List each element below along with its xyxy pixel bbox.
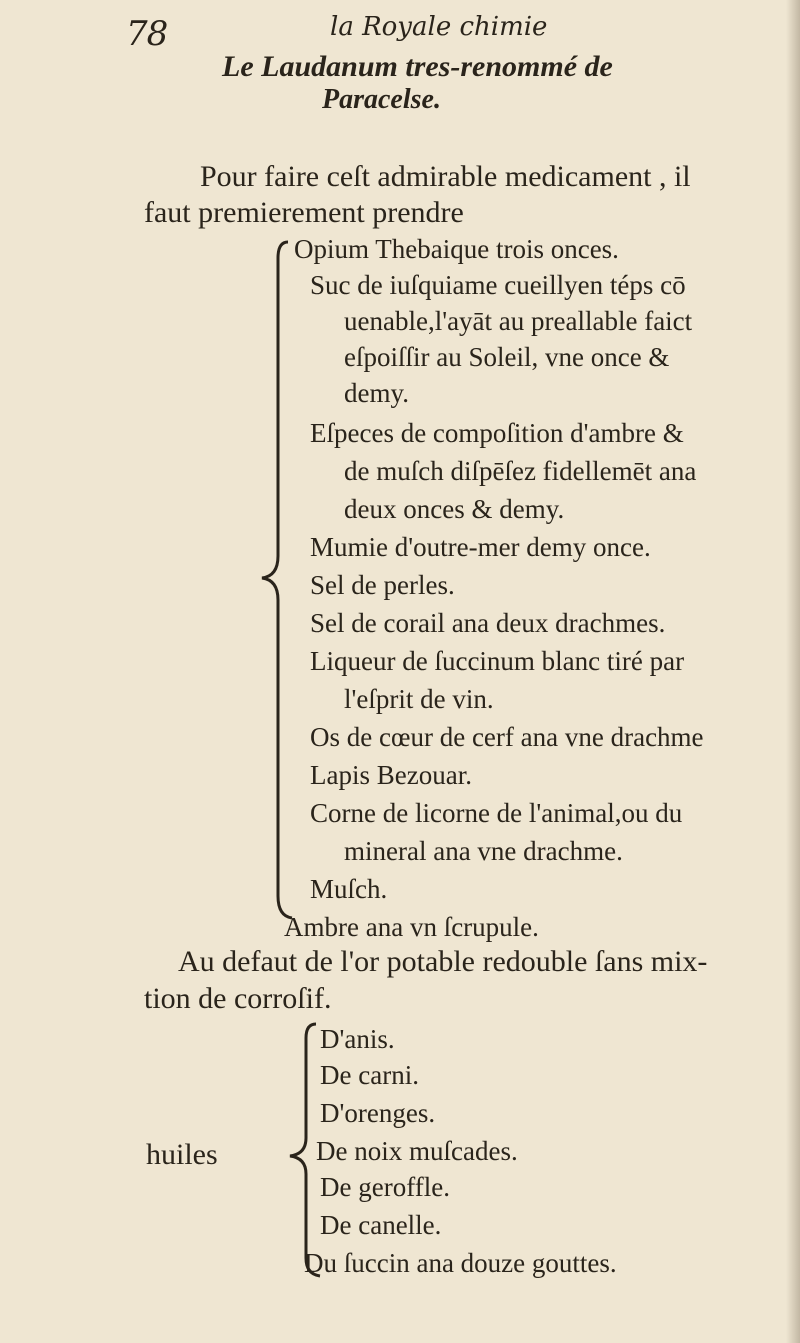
list-item: Suc de iuſquiame cueillyen téps cō (310, 270, 686, 300)
list-item: deux onces & demy. (344, 494, 565, 524)
page-number: 78 (126, 14, 168, 54)
list-item: l'eſprit de vin. (344, 684, 494, 714)
list-item: Lapis Bezouar. (310, 760, 472, 790)
list-item: uenable,l'ayāt au preallable faict (344, 306, 693, 336)
list-item: eſpoiſſir au Soleil, vne once & (344, 342, 670, 372)
list-item: Sel de perles. (310, 570, 455, 600)
list-item: de muſch diſpēſez fidellemēt ana (344, 456, 697, 486)
list-item: De geroffle. (320, 1172, 450, 1202)
list-item: De carni. (320, 1060, 419, 1090)
list-item: Corne de licorne de l'animal,ou du (310, 798, 683, 828)
list-item: D'anis. (320, 1024, 395, 1054)
list-item: Du ſuccin ana douze gouttes. (304, 1248, 617, 1278)
list-item: De canelle. (320, 1210, 442, 1240)
list-item: Eſpeces de compoſition d'ambre & (310, 418, 684, 448)
page-edge-shadow (786, 0, 800, 1343)
running-head: la Royale chimie (330, 12, 548, 42)
intro-line-2: faut premierement prendre (144, 196, 464, 229)
recipe-title-line-1: Le Laudanum tres-renommé de (222, 50, 613, 83)
ingredients-brace (250, 236, 300, 926)
list-item: Os de cœur de cerf ana vne drachme (310, 722, 704, 752)
list-item: D'orenges. (320, 1098, 436, 1128)
list-item: demy. (344, 378, 409, 408)
list-item: Ambre ana vn ſcrupule. (284, 912, 539, 942)
list-item: Liqueur de ſuccinum blanc tiré par (310, 646, 685, 676)
list-item: Sel de corail ana deux drachmes. (310, 608, 666, 638)
second-intro-line-1: Au defaut de l'or potable redouble ſans mix- (178, 945, 708, 978)
intro-line-1: Pour faire ceſt admirable medicament , il (200, 160, 691, 193)
list-item: Opium Thebaique trois onces. (294, 234, 619, 264)
list-item: Mumie d'outre-mer demy once. (310, 532, 651, 562)
list-item: De noix muſcades. (316, 1136, 518, 1166)
second-intro-line-2: tion de corroſif. (144, 982, 332, 1015)
list-item: Muſch. (310, 874, 388, 904)
oils-label: huiles (146, 1138, 218, 1171)
recipe-title-line-2: Paracelse. (322, 84, 441, 115)
list-item: mineral ana vne drachme. (344, 836, 623, 866)
